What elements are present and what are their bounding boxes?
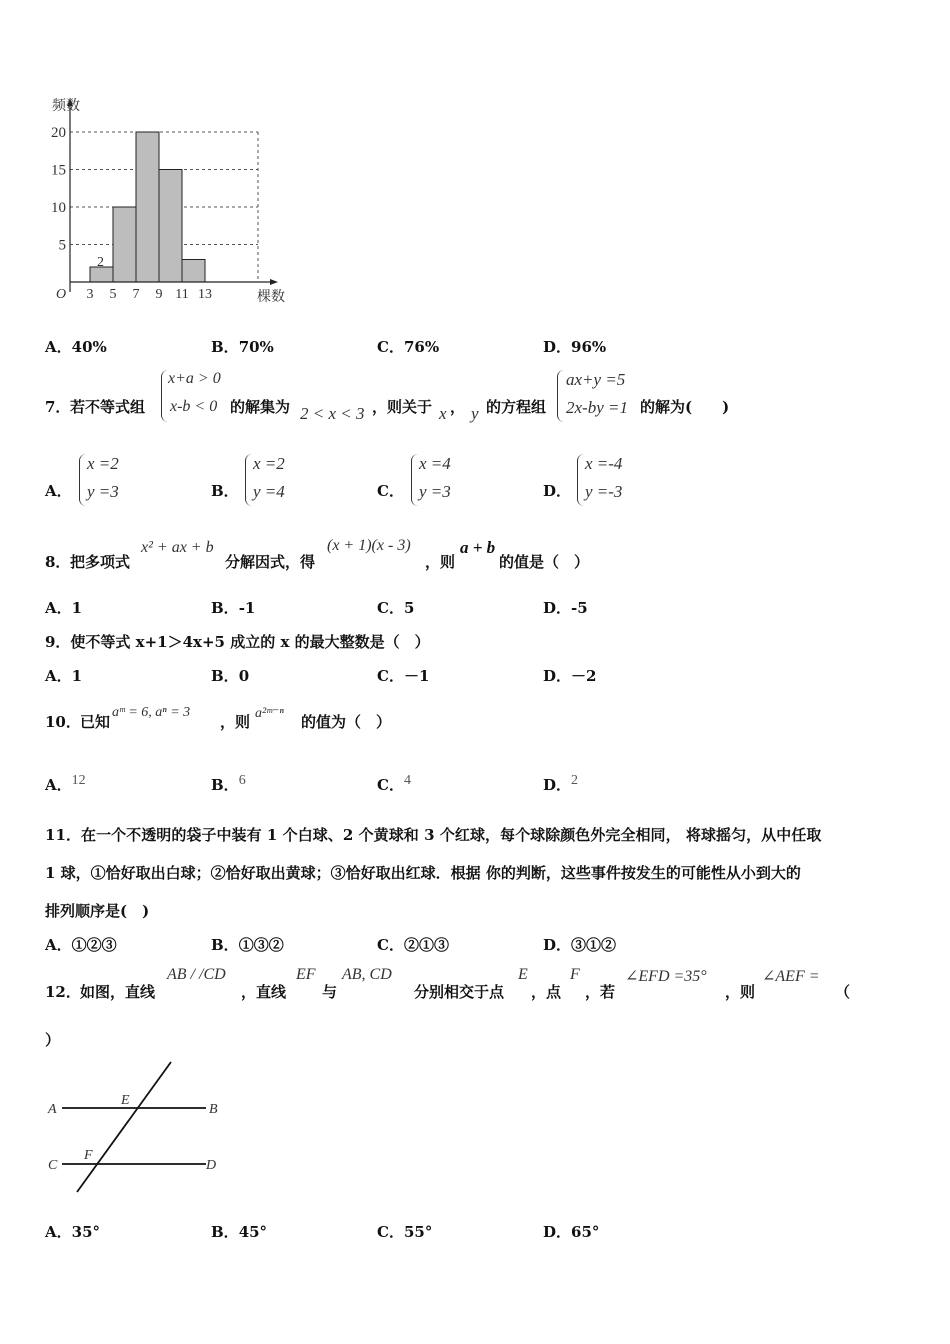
q7-text-1: 若不等式组 [70,398,146,416]
y-tick-label: 15 [51,162,66,179]
q10-option-a[interactable]: A．12 [45,773,86,794]
q12-lines-ab-cd: AB, CD [342,966,392,983]
q7-option-b[interactable]: B． x =2 y =4 [211,452,331,506]
q6-option-d[interactable]: D．96% [543,338,607,356]
q12-parallel: AB / /CD [167,966,226,983]
q11-line-2: 1 球，①恰好取出白球；②恰好取出黄球；③恰好取出红球．根据 你的判断，这些事件按发生的可能性从小到大的 [45,864,801,882]
q7-number: 7． [45,398,71,416]
q12-option-d[interactable]: D．65° [543,1223,600,1241]
q7-option-c[interactable]: C． x =4 y =3 [377,452,497,506]
q12-text-9: ） [45,1031,61,1049]
q12-line-ef: EF [296,966,316,983]
q11-line-1: 11．在一个不透明的袋子中装有 1 个白球、2 个黄球和 3 个红球，每个球除颜色外完全相同， 将球摇匀，从中任取 [45,826,822,844]
histogram-bar [113,207,136,282]
q7-text-3: ，则关于 [372,398,433,416]
q6-option-a[interactable]: A．40% [45,338,107,356]
x-tick-label: 11 [175,287,189,302]
x-axis-label: 棵数 [257,290,285,305]
q8-sum: a + b [460,538,496,557]
q7-text-5: 的解为( ) [640,398,730,416]
q8-option-d[interactable]: D．-5 [543,599,588,617]
q7-comma: ， [450,398,466,416]
frequency-histogram [40,92,310,312]
q10-option-b[interactable]: B．6 [211,773,246,794]
q12-point-f: F [570,966,580,983]
q10-expression: a²ᵐ⁻ⁿ [255,706,284,721]
label-a: A [48,1102,57,1117]
y-tick-label: 20 [51,125,66,141]
q11-line-3: 排列顺序是( ) [45,902,150,920]
q9-option-b[interactable]: B．0 [211,667,250,685]
origin-label: O [56,287,67,302]
q8-text-4: 的值是（ ） [499,553,590,571]
x-tick-label: 3 [86,287,94,302]
q10-text-3: 的值为（ ） [301,713,392,731]
q8-text-2: 分解因式，得 [225,553,316,571]
q8-option-a[interactable]: A．1 [45,599,83,617]
q12-option-c[interactable]: C．55° [377,1223,433,1241]
q12-option-b[interactable]: B．45° [211,1223,268,1241]
label-c: C [48,1158,58,1173]
transversal-ef [77,1062,171,1192]
histogram-bar [159,170,182,283]
q9-option-c[interactable]: C．－1 [377,667,430,685]
q7-var-x: x [439,404,447,423]
label-e: E [121,1093,130,1108]
q12-angle-ask: ∠AEF = [762,968,820,985]
q12-text-4: 分别相交于点 [414,983,505,1001]
x-tick-label: 9 [155,287,163,302]
q12-text-5: ，点 [531,983,562,1001]
q12-text-7: ，则 [725,983,756,1001]
q12-text-6: ，若 [585,983,616,1001]
label-f: F [84,1148,93,1163]
q11-option-a[interactable]: A．①②③ [45,936,117,954]
q12-text-2: ，直线 [241,983,287,1001]
question-9-text: 9．使不等式 x+1＞4x+5 成立的 x 的最大整数是（ ） [45,633,430,651]
q12-text-1: 如图，直线 [80,983,156,1001]
q6-option-c[interactable]: C．76% [377,338,440,356]
q12-text-3: 与 [322,983,338,1001]
histogram-bar [136,132,159,282]
q7-brace-1 [161,370,168,422]
x-axis-arrow [270,279,278,285]
bar-value-label: 2 [97,255,104,270]
label-b: B [209,1102,218,1117]
q7-brace-2 [557,370,564,422]
q8-option-c[interactable]: C．5 [377,599,415,617]
x-tick-label: 13 [198,287,212,302]
q12-number: 12． [45,983,81,1001]
q10-given: aᵐ = 6, aⁿ = 3 [112,705,191,720]
q7-system2-line2: 2x-by =1 [566,398,628,417]
q7-system1-line2: x-b < 0 [170,398,218,415]
q10-text-2: ，则 [220,713,251,731]
q10-number: 10． [45,713,81,731]
y-tick-label: 10 [51,200,66,216]
q12-point-e: E [518,966,528,983]
q7-solution: 2 < x < 3 [300,404,365,423]
q10-option-d[interactable]: D．2 [543,773,579,794]
q12-text-8: （ [835,983,851,1001]
q7-var-y: y [471,404,479,423]
q10-text-1: 已知 [80,713,111,731]
q8-polynomial: x² + ax + b [141,539,214,556]
q9-option-a[interactable]: A．1 [45,667,83,685]
q8-factored: (x + 1)(x - 3) [327,537,411,554]
histogram-bar [182,260,205,283]
q8-text-3: ，则 [425,553,456,571]
x-tick-label: 7 [132,287,140,302]
y-axis-label: 频数 [52,99,80,114]
q11-option-d[interactable]: D．③①② [543,936,617,954]
x-tick-label: 5 [109,287,117,302]
q7-text-2: 的解集为 [230,398,291,416]
label-d: D [206,1158,217,1173]
q7-system2-line1: ax+y =5 [566,370,626,389]
parallel-lines-figure [44,1058,234,1198]
q11-option-b[interactable]: B．①③② [211,936,284,954]
q7-option-a[interactable]: A． x =2 y =3 [45,452,165,506]
q7-option-d[interactable]: D． x =-4 y =-3 [543,452,663,506]
q11-option-c[interactable]: C．②①③ [377,936,449,954]
q9-option-d[interactable]: D．－2 [543,667,597,685]
y-tick-label: 5 [58,237,66,254]
q12-angle-given: ∠EFD =35° [625,968,707,985]
q8-number: 8． [45,553,71,571]
q8-option-b[interactable]: B．-1 [211,599,256,617]
q6-option-b[interactable]: B．70% [211,338,274,356]
q7-text-4: 的方程组 [486,398,547,416]
q10-option-c[interactable]: C．4 [377,773,411,794]
q8-text-1: 把多项式 [70,553,131,571]
q12-option-a[interactable]: A．35° [45,1223,101,1241]
q7-system1-line1: x+a > 0 [168,370,221,387]
